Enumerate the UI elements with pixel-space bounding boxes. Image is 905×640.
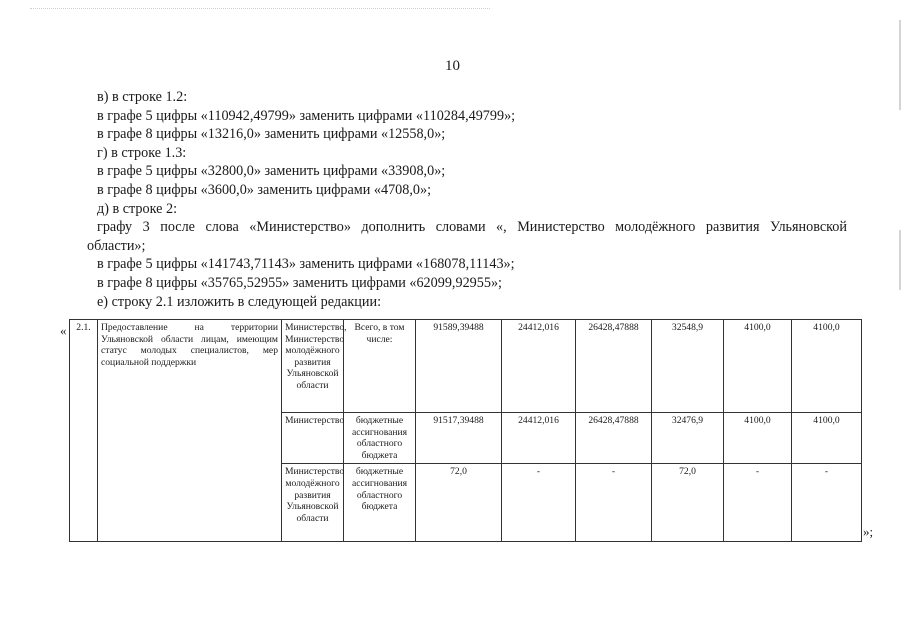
paragraph: д) в строке 2: <box>97 200 178 217</box>
amendment-table <box>69 319 862 542</box>
value-cell: 32476,9 <box>652 413 724 464</box>
value-cell: 26428,47888 <box>576 320 652 413</box>
paragraph: в графе 8 цифры «3600,0» заменить цифрами «4708,0»; <box>97 181 432 198</box>
value-cell: 4100,0 <box>792 320 862 413</box>
measure-description: Предоставление на территории Ульяновской области лицам, имеющим статус молодых специалистов, мер социальной поддержки <box>98 320 282 542</box>
value-cell: 24412,016 <box>502 413 576 464</box>
value-cell: 91517,39488 <box>416 413 502 464</box>
value-cell: 24412,016 <box>502 320 576 413</box>
value-cell: 4100,0 <box>724 413 792 464</box>
table-row <box>70 320 862 413</box>
scan-artifact-top <box>30 8 490 11</box>
scan-artifact-right-edge-2 <box>899 230 901 290</box>
value-cell: 4100,0 <box>724 320 792 413</box>
paragraph: е) строку 2.1 изложить в следующей редакции: <box>97 293 382 310</box>
closing-quote: »; <box>863 524 874 539</box>
value-cell: 4100,0 <box>792 413 862 464</box>
paragraph: в графе 5 цифры «32800,0» заменить цифрами «33908,0»; <box>97 163 446 180</box>
value-cell: 26428,47888 <box>576 413 652 464</box>
value-cell: - <box>724 464 792 542</box>
body-text <box>87 88 847 311</box>
paragraph: г) в строке 1.3: <box>97 144 187 161</box>
value-cell: 91589,39488 <box>416 320 502 413</box>
executor-cell: Министерство <box>282 413 344 464</box>
paragraph: графу 3 после слова «Министерство» дополнить словами «, Министерство молодёжного развития Ульяновской <box>97 219 847 236</box>
paragraph: в графе 5 цифры «110942,49799» заменить цифрами «110284,49799»; <box>97 107 516 124</box>
paragraph: в графе 5 цифры «141743,71143» заменить цифрами «168078,11143»; <box>97 256 515 273</box>
paragraph: в графе 8 цифры «13216,0» заменить цифрами «12558,0»; <box>97 126 446 143</box>
funding-source-cell: бюджетные ассигнования областного бюджета <box>344 464 416 542</box>
value-cell: - <box>576 464 652 542</box>
funding-source-cell: Всего, в том числе: <box>344 320 416 413</box>
executor-cell: Министерство молодёжного развития Ульяновской области <box>282 464 344 542</box>
value-cell: - <box>502 464 576 542</box>
paragraph-continuation: области»; <box>87 237 146 254</box>
value-cell: - <box>792 464 862 542</box>
funding-source-cell: бюджетные ассигнования областного бюджета <box>344 413 416 464</box>
row-number: 2.1. <box>70 320 98 542</box>
page-number: 10 <box>445 58 460 74</box>
value-cell: 72,0 <box>416 464 502 542</box>
paragraph: в) в строке 1.2: <box>97 89 188 105</box>
value-cell: 72,0 <box>652 464 724 542</box>
value-cell: 32548,9 <box>652 320 724 413</box>
opening-quote: « <box>60 323 67 338</box>
paragraph: в графе 8 цифры «35765,52955» заменить цифрами «62099,92955»; <box>97 274 502 291</box>
executor-cell: Министерство, Министерство молодёжного развития Ульяновской области <box>282 320 344 413</box>
